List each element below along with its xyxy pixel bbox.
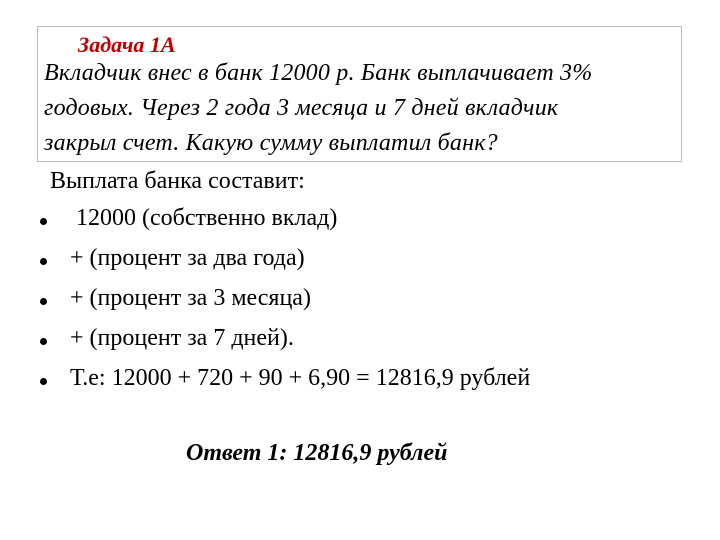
bullet-text: Т.е: 12000 + 720 + 90 + 6,90 = 12816,9 рублей xyxy=(70,365,531,391)
bullet-dot-icon xyxy=(40,378,47,385)
bullet-dot-icon xyxy=(40,218,47,225)
solution-intro: Выплата банка составит: xyxy=(50,168,305,194)
answer-text: Ответ 1: 12816,9 рублей xyxy=(186,440,448,466)
bullet-dot-icon xyxy=(40,298,47,305)
task-text-line-1: Вкладчик внес в банк 12000 р. Банк выплачивает 3% xyxy=(44,60,593,86)
bullet-dot-icon xyxy=(40,258,47,265)
bullet-text: 12000 (собственно вклад) xyxy=(76,205,338,231)
bullet-text: + (процент за два года) xyxy=(70,245,305,271)
bullet-text: + (процент за 3 месяца) xyxy=(70,285,311,311)
bullet-text: + (процент за 7 дней). xyxy=(70,325,294,351)
task-text-line-2: годовых. Через 2 года 3 месяца и 7 дней вкладчик xyxy=(44,95,559,121)
bullet-dot-icon xyxy=(40,338,47,345)
task-title: Задача 1А xyxy=(78,32,176,57)
task-text-line-3: закрыл счет. Какую сумму выплатил банк? xyxy=(44,130,498,156)
